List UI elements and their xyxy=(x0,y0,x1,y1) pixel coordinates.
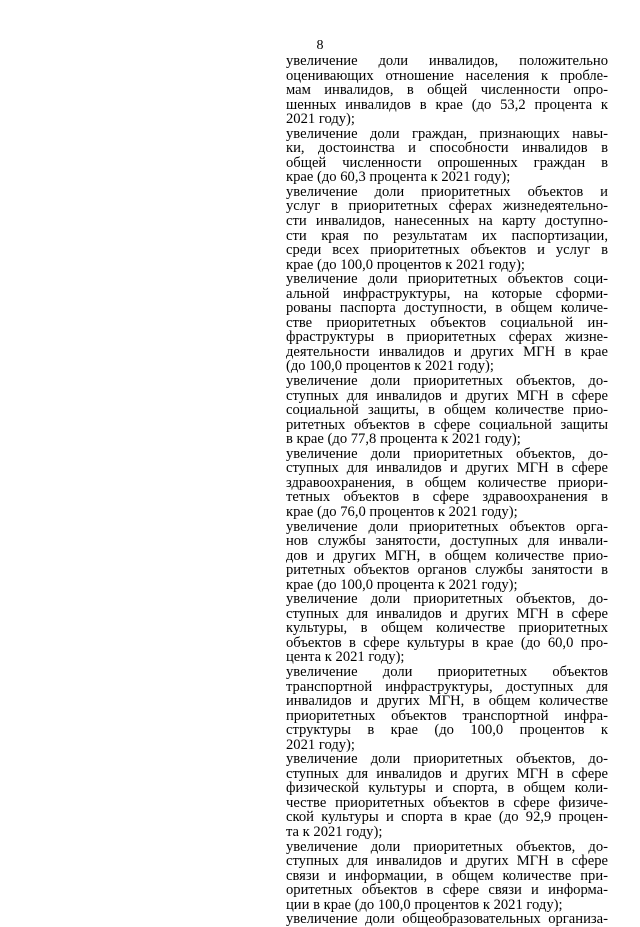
text-line: увеличение доли общеобразовательных организа- xyxy=(286,912,608,927)
text-line: увеличение доли приоритетных объектов, до- xyxy=(286,374,608,389)
text-line: ции в крае (до 100,0 процентов к 2021 году); xyxy=(286,897,563,913)
text-line: культуры, в общем количестве приоритетных xyxy=(286,621,608,636)
text-line: нов службы занятости, доступных для инвали- xyxy=(286,534,608,549)
text-line: оритетных объектов в сфере связи и информа- xyxy=(286,883,608,898)
text-line: тетных объектов в сфере здравоохранения в xyxy=(286,490,608,505)
text-line: социальной защиты, в общем количестве прио- xyxy=(286,403,608,418)
text-line: крае (до 76,0 процентов к 2021 году); xyxy=(286,504,518,520)
text-line: увеличение доли граждан, признающих навы- xyxy=(286,126,608,142)
text-line: ритетных объектов в сфере социальной защиты xyxy=(286,417,608,433)
text-line: ритетных объектов органов службы занятости в xyxy=(286,563,608,578)
list-item xyxy=(286,520,608,593)
text-line: ской культуры и спорта в крае (до 92,9 процен- xyxy=(286,810,608,825)
text-line: крае (до 100,0 процентов к 2021 году); xyxy=(286,257,525,273)
list-item xyxy=(286,374,608,447)
list-item xyxy=(286,185,608,272)
text-line: увеличение доли приоритетных объектов, до- xyxy=(286,752,608,767)
text-line: ступных для инвалидов и других МГН в сфере xyxy=(286,388,608,404)
text-line: объектов в сфере культуры в крае (до 60,0 про- xyxy=(286,635,608,651)
text-line: увеличение доли приоритетных объектов орга- xyxy=(286,519,608,535)
text-line: рованы паспорта доступности, в общем количе- xyxy=(286,301,608,316)
text-line: увеличение доли приоритетных объектов xyxy=(286,664,608,680)
text-line: честве приоритетных объектов в сфере физиче- xyxy=(286,795,608,811)
text-line: транспортной инфраструктуры, доступных для xyxy=(286,679,608,695)
text-line: альной инфраструктуры, на которые сформи- xyxy=(286,286,608,302)
text-line: связи и информации, в общем количестве при- xyxy=(286,868,608,884)
text-line: (до 100,0 процентов к 2021 году); xyxy=(286,359,494,375)
text-line: сти инвалидов, нанесенных на карту доступно- xyxy=(286,214,608,229)
text-line: увеличение доли приоритетных объектов соци- xyxy=(286,272,608,287)
text-line: приоритетных объектов транспортной инфра- xyxy=(286,708,608,724)
text-line: физической культуры и спорта, в общем коли- xyxy=(286,781,608,796)
text-line: шенных инвалидов в крае (до 53,2 процента к xyxy=(286,97,608,113)
text-line: увеличение доли приоритетных объектов, до- xyxy=(286,592,608,607)
list-item xyxy=(286,447,608,520)
text-line: ки, достоинства и способности инвалидов в xyxy=(286,141,608,156)
text-line: увеличение доли приоритетных объектов, до- xyxy=(286,446,608,462)
text-line: увеличение доли инвалидов, положительно xyxy=(286,54,608,69)
text-line: увеличение доли приоритетных объектов, до- xyxy=(286,839,608,855)
text-line: общей численности опрошенных граждан в xyxy=(286,155,608,171)
text-line: стве приоритетных объектов социальной ин- xyxy=(286,315,608,331)
text-line: деятельности инвалидов и других МГН в крае xyxy=(286,344,608,360)
list-item xyxy=(286,840,608,913)
list-item xyxy=(286,592,608,665)
text-line: здравоохранения, в общем количестве приори- xyxy=(286,475,608,491)
page-number: 8 xyxy=(316,38,324,53)
list-item xyxy=(286,912,608,927)
text-line: мам инвалидов, в общей численности опро- xyxy=(286,83,608,98)
list-item xyxy=(286,752,608,839)
text-line: фраструктуры в приоритетных сферах жизне- xyxy=(286,330,608,345)
text-line: цента к 2021 году); xyxy=(286,650,405,665)
list-item xyxy=(286,54,608,127)
text-line: в крае (до 77,8 процента к 2021 году); xyxy=(286,432,521,447)
text-line: среди всех приоритетных объектов и услуг в xyxy=(286,243,608,258)
text-line: крае (до 60,3 процента к 2021 году); xyxy=(286,170,511,185)
text-line: крае (до 100,0 процента к 2021 году); xyxy=(286,577,518,593)
text-line: структуры в крае (до 100,0 процентов к xyxy=(286,723,608,738)
text-line: та к 2021 году); xyxy=(286,824,383,840)
text-line: увеличение доли приоритетных объектов и xyxy=(286,184,608,200)
list-item xyxy=(286,665,608,752)
text-line: сти края по результатам их паспортизации, xyxy=(286,228,608,244)
text-line: оценивающих отношение населения к пробле- xyxy=(286,68,608,84)
list-item xyxy=(286,272,608,374)
text-line: услуг в приоритетных сферах жизнедеятельно- xyxy=(286,199,608,215)
text-line: дов и других МГН, в общем количестве прио- xyxy=(286,548,608,564)
text-line: инвалидов и других МГН, в общем количестве xyxy=(286,694,608,709)
text-line: ступных для инвалидов и других МГН в сфере xyxy=(286,766,608,782)
text-line: ступных для инвалидов и других МГН в сфере xyxy=(286,854,608,869)
text-line: ступных для инвалидов и других МГН в сфере xyxy=(286,461,608,476)
text-line: ступных для инвалидов и других МГН в сфере xyxy=(286,606,608,622)
document-text-column xyxy=(286,54,608,927)
text-line: 2021 году); xyxy=(286,737,355,753)
text-line: 2021 году); xyxy=(286,112,355,127)
list-item xyxy=(286,127,608,185)
